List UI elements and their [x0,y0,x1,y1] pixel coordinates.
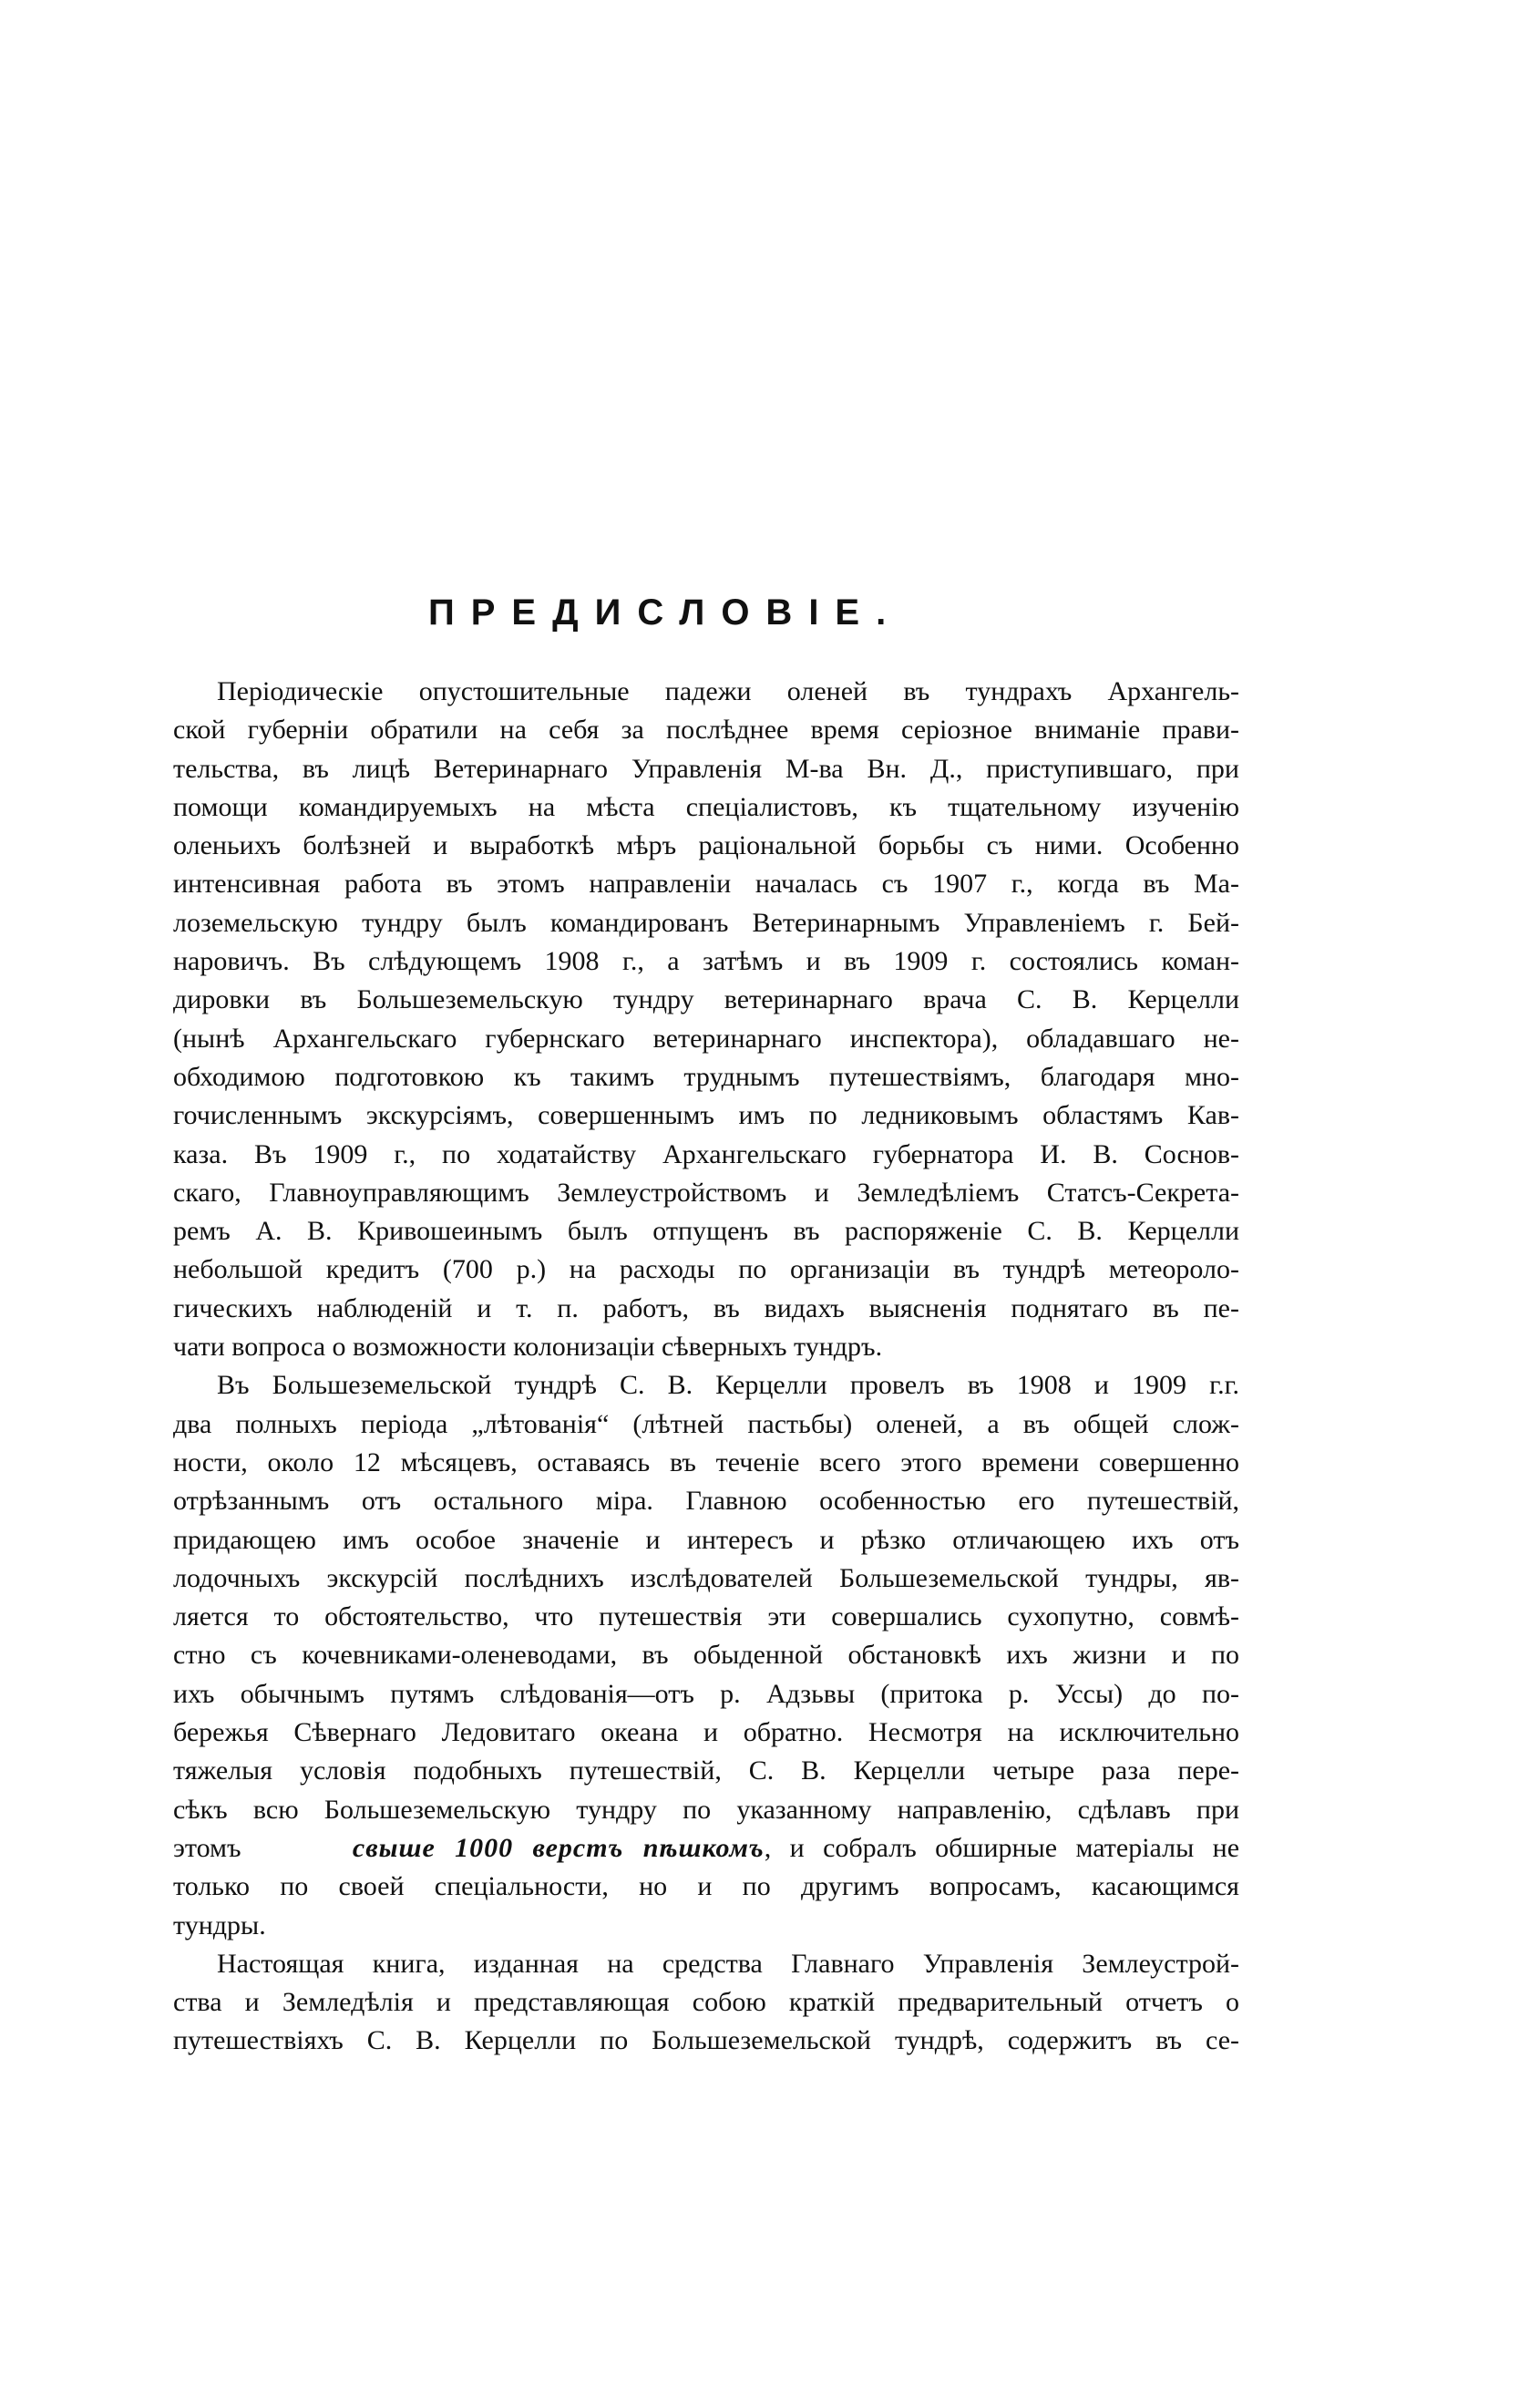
text-line: (нынѣ Архангельскаго губернскаго ветеринарнаго инспектора), обладавшаго не- [173,1023,1239,1054]
text-line: чати вопроса о возможности колонизаціи сѣверныхъ тундръ. [173,1332,883,1363]
text-line: придающею имъ особое значеніе и интересъ и рѣзко отличающею ихъ отъ [173,1524,1239,1555]
emphasized-phrase: свыше 1000 верстъ пѣшкомъ [352,1832,765,1863]
text-line: дировки въ Большеземельскую тундру ветеринарнаго врача С. В. Керцелли [173,984,1239,1015]
text-line: скаго, Главноуправляющимъ Землеустройствомъ и Земледѣліемъ Статсъ-Секрета- [173,1177,1239,1208]
text-line: отрѣзаннымъ отъ остального міра. Главною особенностью его путешествій, [173,1486,1239,1517]
text-line: тельства, въ лицѣ Ветеринарнаго Управленія М-ва Вн. Д., приступившаго, при [173,753,1239,784]
text-line: Въ Большеземельской тундрѣ С. В. Керцелли провелъ въ 1908 и 1909 г.г. [217,1370,1239,1401]
text-line: ляется то обстоятельство, что путешествія эти совершались сухопутно, совмѣ- [173,1601,1239,1632]
text-line: ремъ А. В. Кривошеинымъ былъ отпущенъ въ распоряженіе С. В. Керцелли [173,1216,1239,1247]
text-line: каза. Въ 1909 г., по ходатайству Архангельскаго губернатора И. В. Соснов- [173,1138,1239,1169]
text-line: наровичъ. Въ слѣдующемъ 1908 г., а затѣмъ и въ 1909 г. состоялись коман- [173,946,1239,977]
paragraph [173,673,1239,1366]
text-line: оленьихъ болѣзней и выработкѣ мѣръ раціональной борьбы съ ними. Особенно [173,830,1239,861]
text-line: бережья Сѣвернаго Ледовитаго океана и обратно. Несмотря на исключительно [173,1717,1239,1748]
text-line: обходимою подготовкою къ такимъ труднымъ путешествіямъ, благодаря мно- [173,1061,1239,1092]
text-line: ихъ обычнымъ путямъ слѣдованія—отъ р. Адзьвы (притока р. Уссы) до по- [173,1678,1239,1709]
text-line: Настоящая книга, изданная на средства Главнаго Управленія Землеустрой- [217,1948,1239,1979]
text-line: ства и Земледѣлія и представляющая собою краткій предварительный отчетъ о [173,1987,1239,2018]
text-line: лоземельскую тундру былъ командированъ Ветеринарнымъ Управленіемъ г. Бей- [173,907,1239,938]
text-line: интенсивная работа въ этомъ направленіи началась съ 1907 г., когда въ Ма- [173,869,1239,900]
text-line: помощи командируемыхъ на мѣста спеціалистовъ, къ тщательному изученію [173,791,1239,822]
page-title: ПРЕДИСЛОВІЕ. [428,592,903,633]
text-line: тундры. [173,1909,266,1940]
text-line: гическихъ наблюденій и т. п. работъ, въ видахъ выясненія поднятаго въ пе- [173,1292,1239,1323]
text-line: сѣкъ всю Большеземельскую тундру по указанному направленію, сдѣлавъ при [173,1794,1239,1825]
text-fragment: , и собралъ обширные матеріалы не [764,1832,1240,1863]
text-line: ской губерніи обратили на себя за послѣднее время серіозное вниманіе прави- [173,715,1239,746]
text-fragment: этомъ [173,1832,241,1863]
text-line: лодочныхъ экскурсій послѣднихъ изслѣдователей Большеземельской тундры, яв- [173,1562,1239,1593]
text-line: гочисленнымъ экскурсіямъ, совершеннымъ имъ по ледниковымъ областямъ Кав- [173,1100,1239,1131]
text-line: путешествіяхъ С. В. Керцелли по Большеземельской тундрѣ, содержитъ въ се- [173,2025,1239,2056]
text-line: два полныхъ періода „лѣтованія“ (лѣтней пастьбы) оленей, а въ общей слож- [173,1408,1239,1439]
body-text [173,673,1239,2061]
text-line: Періодическіе опустошительные падежи оленей въ тундрахъ Архангель- [217,676,1239,706]
paragraph [173,1945,1239,2061]
paragraph [173,1366,1239,1944]
text-line: небольшой кредитъ (700 р.) на расходы по организаціи въ тундрѣ метеороло- [173,1254,1239,1285]
text-line: ности, около 12 мѣсяцевъ, оставаясь въ теченіе всего этого времени совершенно [173,1446,1239,1477]
text-line: только по своей спеціальности, но и по другимъ вопросамъ, касающимся [173,1871,1239,1902]
text-line: тяжелыя условія подобныхъ путешествій, С. В. Керцелли четыре раза пере- [173,1755,1239,1786]
text-line-mixed [173,1829,1239,1868]
text-line: стно съ кочевниками-оленеводами, въ обыденной обстановкѣ ихъ жизни и по [173,1640,1239,1671]
